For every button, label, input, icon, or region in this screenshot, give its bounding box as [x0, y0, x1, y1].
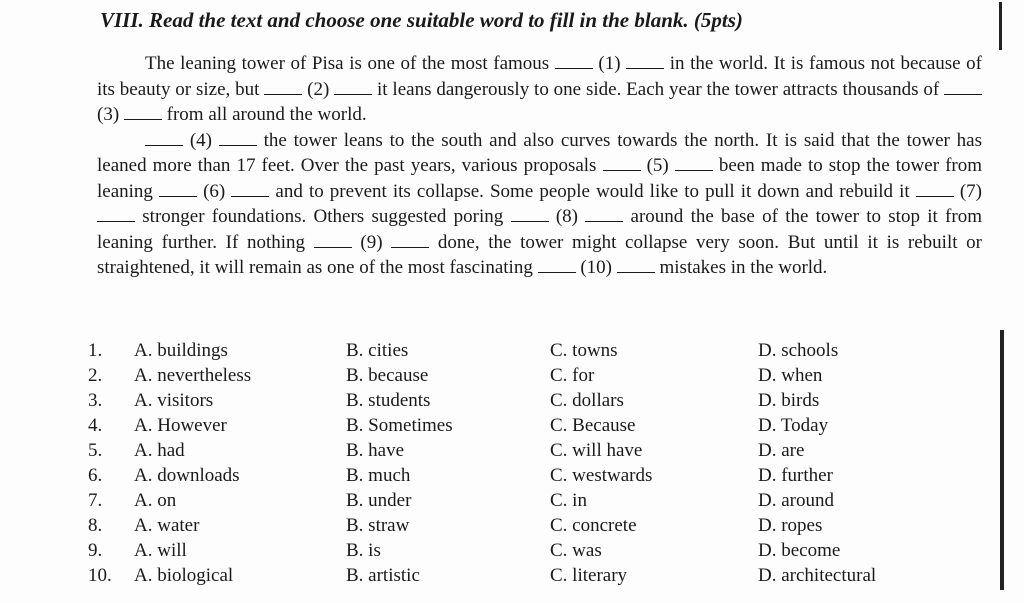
- option-a: A. will: [134, 540, 187, 561]
- option-b: B. is: [346, 540, 381, 561]
- passage-text: and to prevent its collapse. Some people would like to pull it down and rebuild it: [269, 180, 916, 202]
- reading-passage: [97, 51, 982, 281]
- blank-number: (6): [197, 180, 232, 202]
- option-a: A. However: [134, 415, 227, 436]
- option-a: A. buildings: [134, 340, 228, 361]
- option-c: C. literary: [550, 565, 628, 586]
- blank-number: (3): [97, 104, 124, 125]
- option-b: B. Sometimes: [346, 415, 453, 436]
- option-c: C. will have: [550, 440, 643, 461]
- passage-text: been made to stop the tower from leaning: [97, 155, 983, 202]
- option-row: [88, 440, 918, 465]
- blank-line: [334, 80, 372, 95]
- option-c: C. towns: [550, 340, 618, 361]
- option-d: D. further: [758, 465, 833, 486]
- blank-line: [314, 233, 352, 248]
- option-b: B. straw: [346, 515, 410, 536]
- blank-number: (1): [592, 53, 627, 74]
- blank-line: [585, 207, 623, 222]
- question-number: 3.: [88, 390, 103, 411]
- question-number: 4.: [88, 415, 103, 436]
- blank-number: (7): [953, 180, 982, 202]
- blank-line: [603, 156, 641, 171]
- option-row: [88, 465, 918, 490]
- passage-text: in the world. It is famous not because of its beauty or size, but: [97, 53, 982, 100]
- option-a: A. nevertheless: [134, 365, 252, 386]
- option-d: D. around: [758, 490, 834, 511]
- blank-line: [538, 258, 576, 273]
- blank-line: [145, 131, 183, 146]
- option-c: C. in: [550, 490, 587, 511]
- option-b: B. much: [346, 465, 411, 486]
- blank-line: [626, 54, 664, 69]
- blank-line: [916, 182, 954, 197]
- passage-text: stronger foundations. Others suggested poring: [135, 206, 511, 227]
- blank-number: (8): [548, 206, 586, 227]
- option-d: D. when: [758, 365, 823, 386]
- option-d: D. are: [758, 440, 805, 461]
- passage-text: the tower leans to the south and also curves towards the north. It is said that the tower has leaned more than 17 feet. Over the past years, various proposals: [97, 129, 983, 176]
- option-row: [88, 415, 918, 440]
- option-b: B. because: [346, 365, 429, 386]
- passage-paragraph-1: [97, 51, 982, 128]
- option-c: C. for: [550, 365, 595, 386]
- option-a: A. downloads: [134, 465, 240, 486]
- option-b: B. artistic: [346, 565, 420, 586]
- question-number: 7.: [88, 490, 103, 511]
- question-number: 5.: [88, 440, 103, 461]
- passage-text: it leans dangerously to one side. Each year the tower attracts thousands of: [372, 78, 944, 100]
- passage-text: mistakes in the world.: [654, 257, 828, 278]
- passage-text: done, the tower might collapse very soon. But until it is rebuilt or straightened, it will remain as one of the most fascinating: [97, 231, 983, 278]
- blank-line: [159, 182, 197, 197]
- blank-number: (10): [575, 257, 617, 278]
- question-number: 6.: [88, 465, 103, 486]
- question-number: 8.: [88, 515, 103, 536]
- blank-line: [124, 105, 162, 120]
- option-b: B. have: [346, 440, 405, 461]
- option-row: [88, 365, 918, 390]
- option-a: A. on: [134, 490, 177, 511]
- option-a: A. water: [134, 515, 200, 536]
- option-d: D. ropes: [758, 515, 823, 536]
- option-a: A. biological: [134, 565, 234, 586]
- blank-line: [511, 207, 549, 222]
- page-edge-mark: [999, 2, 1002, 50]
- option-row: [88, 490, 918, 515]
- option-c: C. westwards: [550, 465, 653, 486]
- option-a: A. had: [134, 440, 185, 461]
- blank-line: [231, 182, 269, 197]
- blank-line: [97, 207, 135, 222]
- option-b: B. under: [346, 490, 412, 511]
- question-number: 9.: [88, 540, 103, 561]
- option-b: B. students: [346, 390, 431, 411]
- blank-number: (9): [351, 231, 392, 253]
- blank-line: [264, 80, 302, 95]
- option-d: D. schools: [758, 340, 839, 361]
- question-number: 2.: [88, 365, 103, 386]
- blank-number: (4): [183, 129, 219, 151]
- blank-line: [391, 233, 429, 248]
- option-b: B. cities: [346, 340, 409, 361]
- blank-number: (2): [302, 78, 335, 100]
- passage-text: The leaning tower of Pisa is one of the most famous: [145, 53, 555, 74]
- passage-paragraph-2: [97, 128, 982, 281]
- blank-line: [944, 80, 982, 95]
- question-number: 10.: [88, 565, 112, 586]
- question-number: 1.: [88, 340, 103, 361]
- option-d: D. Today: [758, 415, 829, 436]
- option-d: D. architectural: [758, 565, 877, 586]
- option-row: [88, 540, 918, 565]
- option-c: C. Because: [550, 415, 636, 436]
- blank-line: [219, 131, 257, 146]
- exercise-title: VIII. Read the text and choose one suitable word to fill in the blank. (5pts): [100, 8, 743, 32]
- answer-options: [88, 340, 918, 590]
- blank-line: [675, 156, 713, 171]
- passage-text: from all around the world.: [161, 104, 367, 125]
- blank-number: (5): [640, 155, 675, 176]
- option-row: [88, 390, 918, 415]
- option-c: C. dollars: [550, 390, 624, 411]
- option-row: [88, 565, 918, 590]
- passage-text: around the base of the tower to stop it from leaning further. If nothing: [97, 206, 982, 253]
- option-c: C. concrete: [550, 515, 637, 536]
- blank-line: [555, 54, 593, 69]
- blank-line: [617, 258, 655, 273]
- option-row: [88, 340, 918, 365]
- option-row: [88, 515, 918, 540]
- option-d: D. become: [758, 540, 841, 561]
- page-edge-mark: [1000, 330, 1004, 590]
- option-c: C. was: [550, 540, 602, 561]
- option-d: D. birds: [758, 390, 820, 411]
- option-a: A. visitors: [134, 390, 214, 411]
